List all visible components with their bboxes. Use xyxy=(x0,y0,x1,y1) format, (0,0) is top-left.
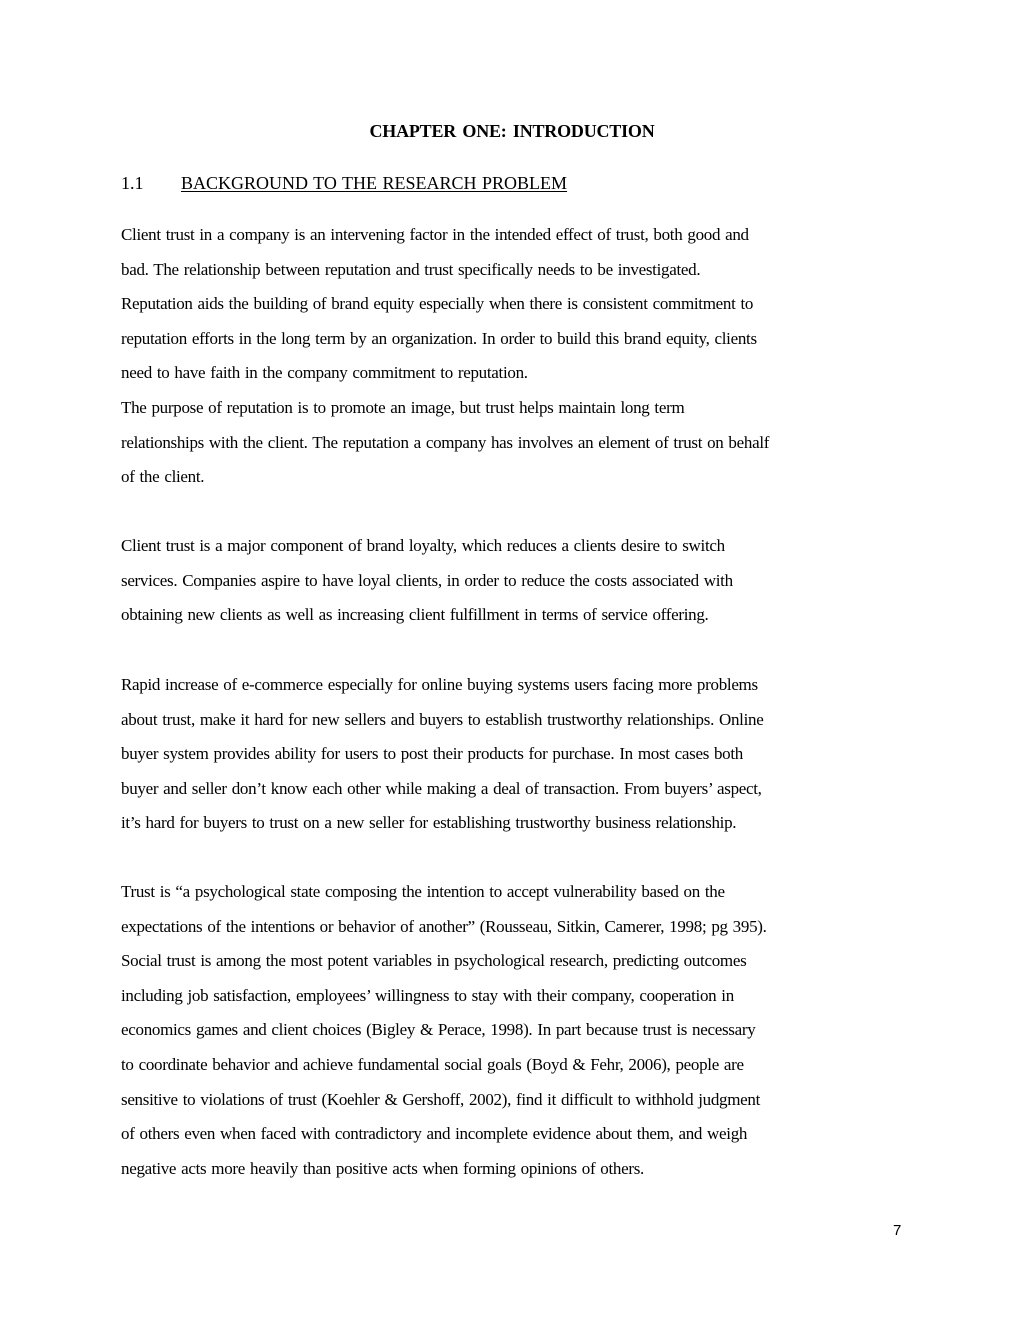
text-line: to coordinate behavior and achieve fundamental social goals (Boyd & Fehr, 2006), people are xyxy=(121,1054,744,1074)
text-line: expectations of the intentions or behavior of another” (Rousseau, Sitkin, Camerer, 1998; pg 395). xyxy=(121,916,767,936)
page-number: 7 xyxy=(893,1222,902,1239)
text-line: relationships with the client. The reputation a company has involves an element of trust on behalf xyxy=(121,432,770,452)
paragraph-reputation-trust xyxy=(121,218,921,495)
text-line: Client trust in a company is an intervening factor in the intended effect of trust, both good and xyxy=(121,225,749,244)
text-line: The purpose of reputation is to promote an image, but trust helps maintain long term xyxy=(121,397,685,417)
section-title: BACKGROUND TO THE RESEARCH PROBLEM xyxy=(181,173,568,193)
text-line: about trust, make it hard for new sellers and buyers to establish trustworthy relationships. Online xyxy=(121,709,764,729)
text-line: buyer system provides ability for users to post their products for purchase. In most cases both xyxy=(121,744,743,764)
text-line: buyer and seller don’t know each other while making a deal of transaction. From buyers’ aspect, xyxy=(121,778,762,798)
text-line: including job satisfaction, employees’ willingness to stay with their company, cooperation in xyxy=(121,985,734,1005)
text-line: Rapid increase of e-commerce especially for online buying systems users facing more problems xyxy=(121,675,758,694)
text-line: reputation efforts in the long term by an organization. In order to build this brand equity, clients xyxy=(121,328,757,348)
text-line: negative acts more heavily than positive acts when forming opinions of others. xyxy=(121,1158,644,1178)
text-line: Social trust is among the most potent variables in psychological research, predicting outcomes xyxy=(121,951,747,971)
section-heading xyxy=(121,171,567,195)
text-line: it’s hard for buyers to trust on a new seller for establishing trustworthy business relationship. xyxy=(121,813,737,833)
text-line: obtaining new clients as well as increasing client fulfillment in terms of service offering. xyxy=(121,605,709,625)
text-line: Client trust is a major component of brand loyalty, which reduces a clients desire to switch xyxy=(121,536,725,555)
paragraph-brand-loyalty xyxy=(121,529,921,633)
text-line: services. Companies aspire to have loyal clients, in order to reduce the costs associated with xyxy=(121,570,733,590)
paragraph-trust-definition xyxy=(121,875,921,1186)
text-line: sensitive to violations of trust (Koehler & Gershoff, 2002), find it difficult to withhold judgment xyxy=(121,1089,761,1109)
text-line: Trust is “a psychological state composing the intention to accept vulnerability based on the xyxy=(121,882,725,901)
text-line: economics games and client choices (Bigley & Perace, 1998). In part because trust is necessary xyxy=(121,1020,756,1040)
text-line: bad. The relationship between reputation and trust specifically needs to be investigated. xyxy=(121,259,701,279)
chapter-title: CHAPTER ONE: INTRODUCTION xyxy=(369,121,655,141)
text-line: of others even when faced with contradictory and incomplete evidence about them, and weigh xyxy=(121,1124,748,1144)
text-line: Reputation aids the building of brand equity especially when there is consistent commitment to xyxy=(121,294,754,314)
text-line: of the client. xyxy=(121,467,205,487)
section-number: 1.1 xyxy=(121,173,144,193)
paragraph-e-commerce xyxy=(121,668,921,841)
text-line: need to have faith in the company commitment to reputation. xyxy=(121,363,528,383)
